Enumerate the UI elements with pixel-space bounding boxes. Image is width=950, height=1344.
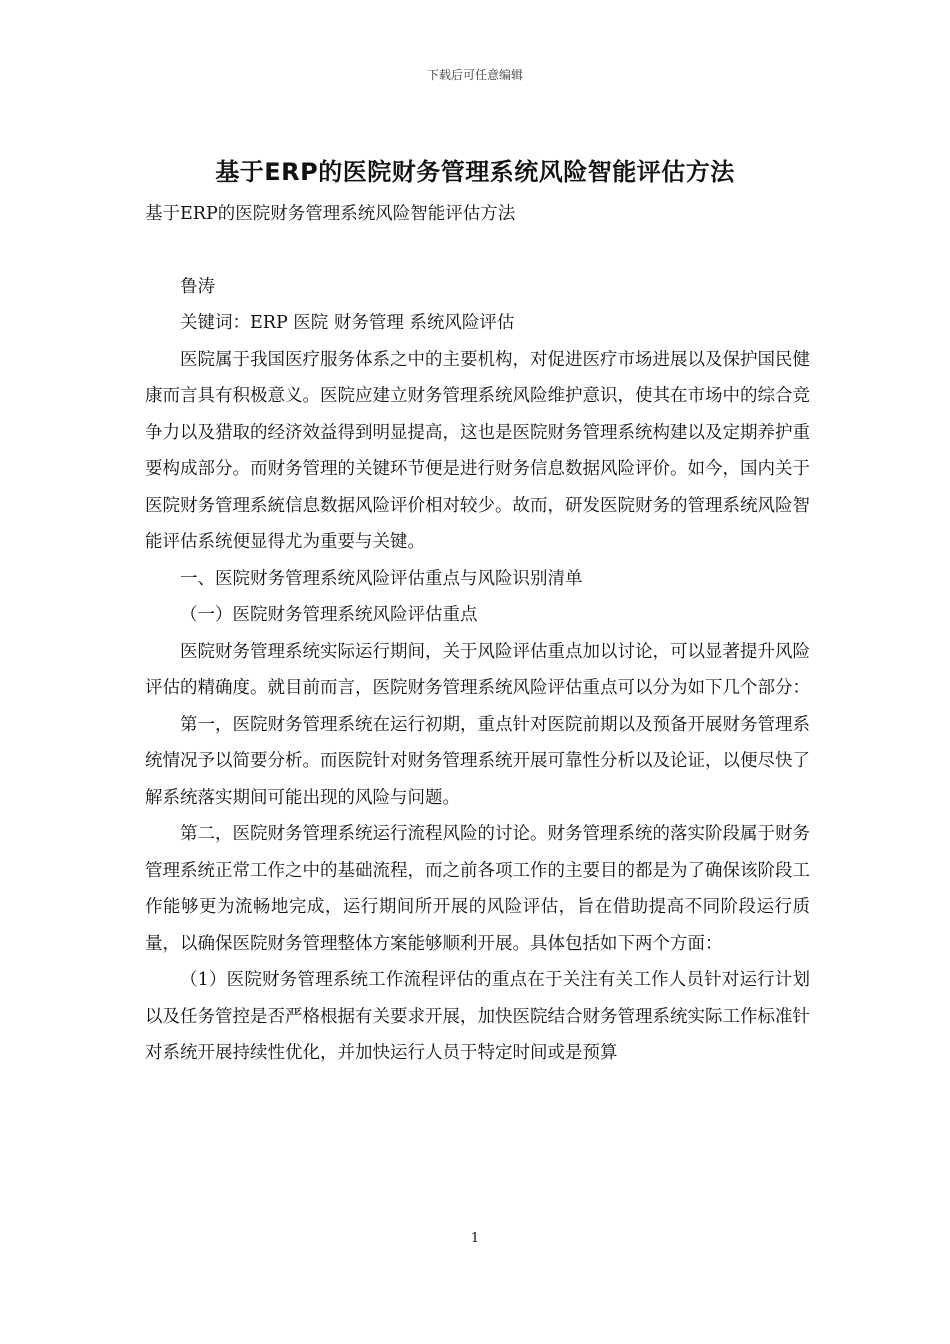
paragraph-second-point: 第二，医院财务管理系统运行流程风险的讨论。财务管理系统的落实阶段属于财务管理系统正常工作之中的基础流程，而之前各项工作的主要目的都是为了确保该阶段工作能够更为流畅地完成，运行期间所开展的风险评估，旨在借助提高不同阶段运行质量，以确保医院财务管理整体方案能够顺利开展。具体包括如下两个方面： (145, 824, 810, 954)
paragraph-item-1: （1）医院财务管理系统工作流程评估的重点在于关注有关工作人员针对运行计划以及任务管控是否严格根据有关要求开展，加快医院结合财务管理系统实际工作标准针对系统开展持续性优化，并加快运行人员于特定时间或是预算 (145, 970, 810, 1063)
keywords: 关键词：ERP 医院 财务管理 系统风险评估 (180, 313, 515, 333)
header-note: 下载后可任意编辑 (426, 68, 523, 82)
subsection-heading-1-1: （一）医院财务管理系统风险评估重点 (180, 605, 478, 625)
page-number: 1 (470, 1231, 480, 1246)
author: 鲁涛 (180, 276, 215, 297)
section-heading-1: 一、医院财务管理系统风险评估重点与风险识别清单 (180, 568, 583, 589)
document-body (145, 196, 810, 1072)
paragraph-first-point: 第一，医院财务管理系统在运行初期，重点针对医院前期以及预备开展财务管理系统情况予以简要分析。而医院针对财务管理系统开展可靠性分析以及论证，以便尽快了解系统落实期间可能出现的风险与问题。 (145, 714, 810, 808)
paragraph-intro: 医院属于我国医疗服务体系之中的主要机构，对促进医疗市场进展以及保护国民健康而言具有积极意义。医院应建立财务管理系统风险维护意识，使其在市场中的综合竞争力以及猎取的经济效益得到明显提高，这也是医院财务管理系统构建以及定期养护重要构成部分。而财务管理的关键环节便是进行财务信息数据风险评价。如今，国内关于医院财务管理系統信息数据风险评价相对较少。故而，研发医院财务的管理系统风险智能评估系统便显得尤为重要与关键。 (145, 349, 810, 552)
paragraph-overview: 医院财务管理系统实际运行期间，关于风险评估重点加以讨论，可以显著提升风险评估的精确度。就目前而言，医院财务管理系统风险评估重点可以分为如下几个部分： (145, 641, 810, 698)
document-title: 基于ERP的医院财务管理系统风险智能评估方法 (215, 158, 735, 186)
document-subtitle: 基于ERP的医院财务管理系统风险智能评估方法 (145, 204, 516, 224)
